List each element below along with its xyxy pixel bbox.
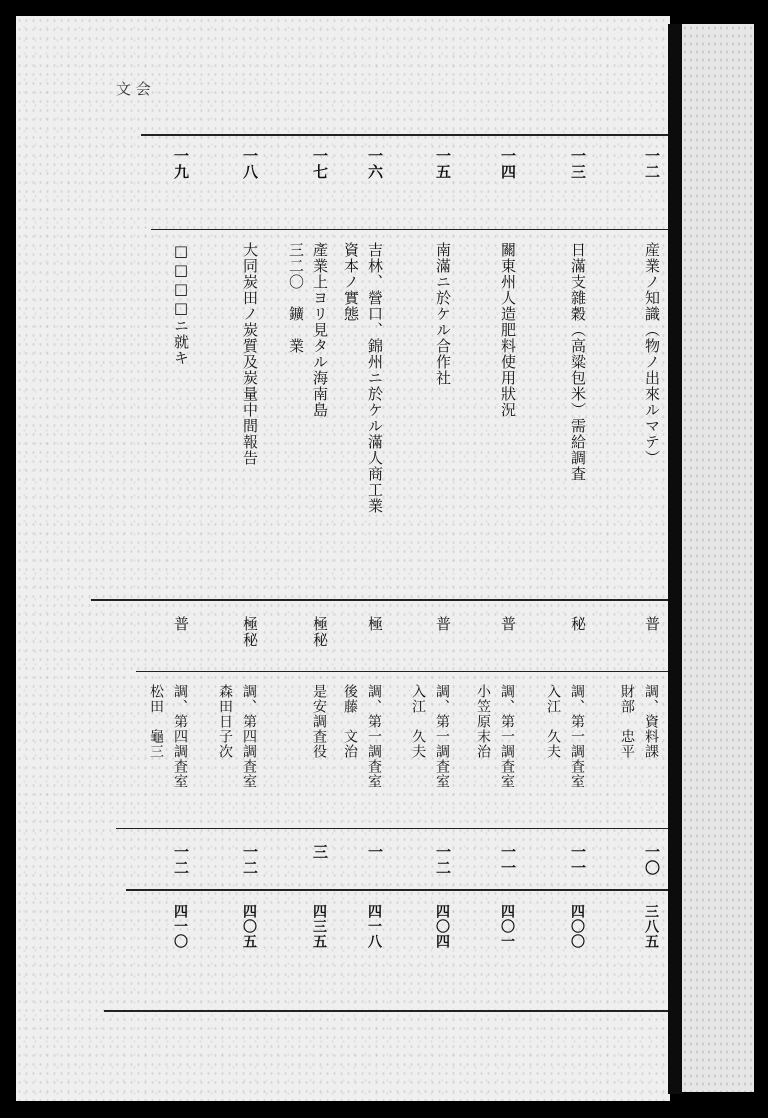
report-count: 一: [366, 844, 384, 860]
report-title: 資本ノ實態: [342, 242, 360, 322]
page-number: 四三五: [311, 904, 327, 949]
responsible-party: 森田日子次: [217, 684, 233, 759]
responsible-party: 入江 久夫: [410, 684, 426, 759]
rule-secrecy: [91, 599, 671, 601]
responsible-party: 小笠原末治: [475, 684, 491, 759]
rule-bottom: [104, 1010, 669, 1012]
row-number: 一六: [366, 148, 384, 180]
report-title: 日滿支雜穀（高粱包米）需給調査: [569, 242, 587, 482]
responsible-party: 調、第一調査室: [499, 684, 515, 789]
binding-spine: [668, 24, 682, 1094]
responsible-party: 調、資料課: [643, 684, 659, 759]
responsible-party: 調、第一調査室: [366, 684, 382, 789]
responsible-party: 調、第一調査室: [434, 684, 450, 789]
responsible-party: 入江 久夫: [545, 684, 561, 759]
responsible-party: 調、第一調査室: [569, 684, 585, 789]
report-title: 産業ノ知識（物ノ出來ルマテ）: [643, 242, 661, 466]
responsible-party: 松田 龜三: [148, 684, 164, 759]
row-number: 一八: [241, 148, 259, 180]
secrecy-level: 極秘: [311, 616, 329, 648]
row-number: 一七: [311, 148, 329, 180]
secrecy-level: 極秘: [241, 616, 259, 648]
rule-resp: [136, 671, 671, 672]
page-number: 四一〇: [172, 904, 188, 949]
secrecy-level: 普: [643, 616, 661, 632]
page-number: 四〇一: [499, 904, 515, 949]
page-number: 四一八: [366, 904, 382, 949]
report-count: 一二: [241, 844, 259, 876]
responsible-party: 財部 忠平: [619, 684, 635, 759]
report-title: 吉林、營口、錦州ニ於ケル滿人商工業: [366, 242, 384, 514]
report-count: 一一: [499, 844, 517, 876]
rule-count: [116, 828, 671, 829]
secrecy-level: 秘: [569, 616, 587, 632]
report-title: □□□□ニ就キ: [172, 242, 190, 366]
adjacent-page-edge: [682, 24, 754, 1092]
report-title: 關東州人造肥料使用狀況: [499, 242, 517, 418]
document-page: [16, 16, 670, 1101]
report-count: 一〇: [643, 844, 661, 876]
row-number: 一二: [643, 148, 661, 180]
responsible-party: 是安調査役: [311, 684, 327, 759]
page-number: 四〇四: [434, 904, 450, 949]
report-title: 三二〇 鑛 業: [287, 242, 305, 354]
secrecy-level: 普: [434, 616, 452, 632]
secrecy-level: 普: [172, 616, 190, 632]
row-number: 一三: [569, 148, 587, 180]
rule-title: [151, 229, 671, 230]
row-number: 一四: [499, 148, 517, 180]
report-count: 一二: [172, 844, 190, 876]
report-title: 大同炭田ノ炭質及炭量中間報告: [241, 242, 259, 466]
report-title: 產業上ヨリ見タル海南島: [311, 242, 329, 418]
row-number: 一五: [434, 148, 452, 180]
page-mark: 文 会: [116, 80, 151, 98]
page-number: 四〇〇: [569, 904, 585, 949]
rule-top: [141, 134, 671, 136]
row-number: 一九: [172, 148, 190, 180]
page-number: 四〇五: [241, 904, 257, 949]
report-title: 南滿ニ於ケル合作社: [434, 242, 452, 386]
responsible-party: 調、第四調査室: [241, 684, 257, 789]
report-count: 一一: [569, 844, 587, 876]
rule-page: [126, 889, 671, 891]
report-count: 一二: [434, 844, 452, 876]
responsible-party: 調、第四調査室: [172, 684, 188, 789]
secrecy-level: 極: [366, 616, 384, 632]
secrecy-level: 普: [499, 616, 517, 632]
report-count: 三: [311, 844, 329, 860]
page-number: 三八五: [643, 904, 659, 949]
responsible-party: 後藤 文治: [342, 684, 358, 759]
